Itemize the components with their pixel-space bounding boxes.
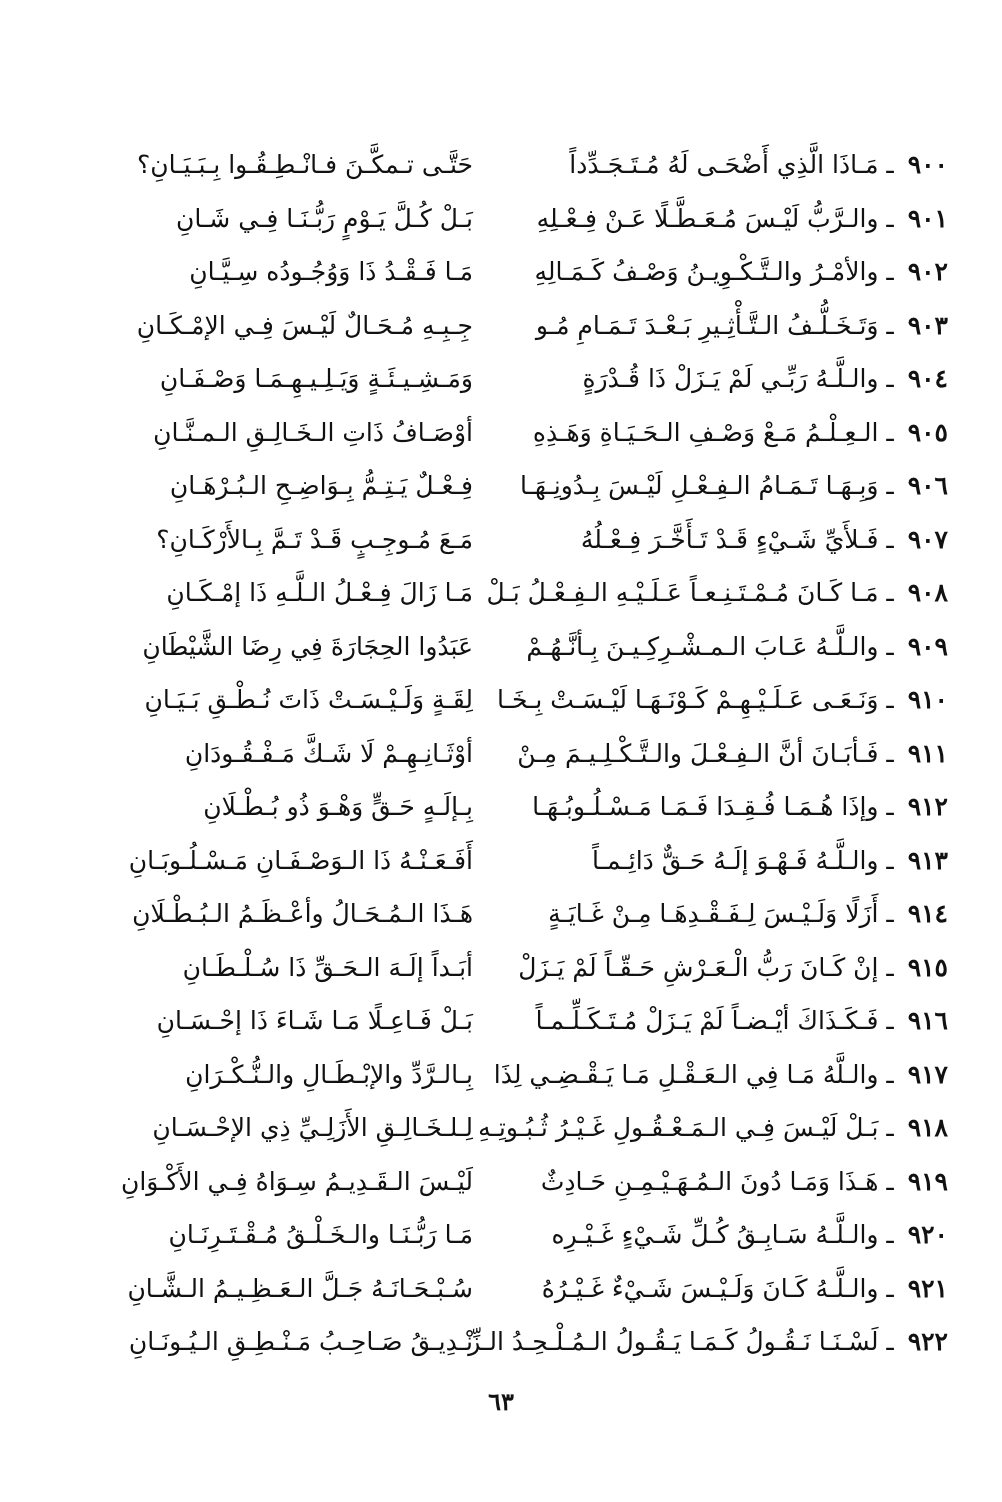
verse-second-hemistich: مَـا رَبُّـنَـا والـخَـلْـقُ مُـقْـتَـرِنَـانِ	[168, 1220, 473, 1250]
verse-second-hemistich: أوْصَـافُ ذَاتِ الـخَـالِـقِ الـمـنَّـانِ	[153, 417, 473, 447]
verse-first-hemistich	[513, 364, 948, 393]
verse-number: ٩١٤	[907, 899, 948, 929]
verse-number: ٩١٦	[907, 1006, 948, 1036]
verse-number: ٩١١	[907, 738, 948, 768]
verse-dash: ـ	[878, 899, 902, 929]
verse-row	[68, 780, 948, 834]
verse-number: ٩٠٦	[907, 471, 948, 501]
verse-first-hemistich	[513, 632, 948, 661]
verse-dash: ـ	[878, 738, 902, 768]
verse-second-hemistich: بِـالـرَّدِّ والإبْـطَـالِ والـنُّـكْـرَانِ	[185, 1059, 473, 1089]
verse-row	[68, 834, 948, 888]
verse-dash: ـ	[878, 524, 902, 554]
verse-second-hemistich: أبَـداً إلَـهَ الـحَـقِّ ذَا سُـلْـطَـانِ	[182, 952, 473, 982]
verse-first-text: لَسْـنَـا نَـقُـولُ كَـمَـا يَـقُـولُ الـمُـلْـحِـدُ الـزِّ	[468, 1327, 879, 1357]
verse-first-hemistich	[513, 204, 948, 233]
verse-first-hemistich	[486, 578, 948, 608]
verse-first-hemistich	[513, 1167, 948, 1196]
verse-first-text: والـلَّـهُ رَبِّـي لَمْ يَـزَلْ ذَا قُـدْرَةٍ	[582, 364, 879, 394]
verse-first-text: أَزَلًا وَلَـيْـسَ لِـفَـقْـدِهَـا مِـنْ غَـايَـةٍ	[548, 899, 879, 929]
verse-row	[68, 192, 948, 246]
verse-row	[68, 941, 948, 995]
verse-row	[68, 459, 948, 513]
verse-first-text: والـلَّـهُ سَـابِـقُ كُـلِّ شَـيْءٍ غَـيْـرِه	[551, 1220, 879, 1250]
verse-dash: ـ	[878, 685, 902, 715]
verse-dash: ـ	[878, 1273, 902, 1303]
verse-dash: ـ	[878, 845, 902, 875]
verse-row	[68, 299, 948, 353]
verse-second-hemistich: وَمَـشِـيـئَـةٍ وَيَـلِـيـهِـمَـا وَصْـفَـانِ	[159, 364, 473, 394]
verse-number: ٩٠٨	[907, 578, 948, 608]
verse-first-hemistich	[513, 899, 948, 928]
verse-first-hemistich	[513, 739, 948, 768]
verse-first-hemistich	[513, 1006, 948, 1035]
verse-dash: ـ	[878, 1113, 902, 1143]
verse-row	[68, 566, 948, 620]
verse-first-hemistich	[513, 792, 948, 821]
verse-first-text: وإذَا هُـمَـا فُـقِـدَا فَـمَـا مَـسْـلُـوبُـهَـا	[532, 792, 879, 822]
verse-second-hemistich: لَيْـسَ الـقَـدِيـمُ سِـوَاهُ فِـي الأَكْـوَانِ	[120, 1166, 473, 1196]
verse-row	[68, 994, 948, 1048]
verse-first-text: والـلَّهُ مَـا فِي الـعَـقْـلِ مَـا يَـقْـضِـي لِذَا	[493, 1059, 879, 1089]
verse-dash: ـ	[878, 417, 902, 447]
verse-first-text: إنْ كَـانَ رَبُّ الْـعَـرْشِ حَـقّـاً لَمْ يَـزَلْ	[518, 952, 879, 982]
verse-first-hemistich	[478, 1113, 948, 1143]
verse-number: ٩٠٤	[907, 364, 948, 394]
verse-dash: ـ	[878, 631, 902, 661]
verse-first-text: والـلَّـهُ عَـابَ الـمـشْـرِكِـيـنَ بِـأنَّـهُـمْ	[526, 631, 879, 661]
verse-second-hemistich: فِـعْـلٌ يَـتِـمُّ بِـوَاضِـحِ الـبُـرْهَـانِ	[169, 471, 473, 501]
verse-number: ٩٠٠	[907, 150, 948, 180]
verse-second-hemistich: مَـا زَالَ فِـعْـلُ الـلَّـهِ ذَا إمْـكَـانِ	[166, 578, 473, 608]
verse-row	[68, 1315, 948, 1369]
verse-first-text: هَـذَا وَمَـا دُونَ الـمُـهَـيْـمِـنِ حَـادِثٌ	[540, 1166, 879, 1196]
verse-row	[68, 138, 948, 192]
verse-second-hemistich: لِـلـخَـالِـقِ الأَزَلِـيِّ ذِي الإحْـسَـانِ	[152, 1113, 473, 1143]
verse-second-hemistich: بَـلْ فَـاعِـلًا مَـا شَـاءَ ذَا إحْـسَـانِ	[156, 1006, 473, 1036]
verse-first-hemistich	[513, 1220, 948, 1249]
verse-first-text: الـعِـلْـمُ مَـعْ وَصْـفِ الـحَـيَـاةِ وَهَـذِهِ	[532, 417, 879, 447]
verse-first-hemistich	[513, 953, 948, 982]
verse-row	[68, 245, 948, 299]
verse-second-hemistich: جِـبِـهِ مُـحَـالٌ لَيْـسَ فِـي الإمْـكَـانِ	[136, 310, 473, 340]
verse-number: ٩١٠	[907, 685, 948, 715]
verse-second-hemistich: هَـذَا الـمُـحَـالُ وأعْـظَـمُ الـبُـطْـلَانِ	[132, 899, 473, 929]
verse-row	[68, 1048, 948, 1102]
verse-number: ٩٠٩	[907, 631, 948, 661]
verse-first-hemistich	[468, 1327, 948, 1357]
page-number: ٦٣	[488, 1387, 514, 1416]
verse-first-hemistich	[513, 418, 948, 447]
verse-number: ٩٢١	[907, 1273, 948, 1303]
verse-dash: ـ	[878, 150, 902, 180]
verse-number: ٩٠١	[907, 203, 948, 233]
verse-dash: ـ	[878, 578, 902, 608]
verse-number: ٩٠٧	[907, 524, 948, 554]
verse-second-hemistich: مَـا فَـقْـدُ ذَا وَوُجُـودُه سِـيَّـانِ	[189, 257, 473, 287]
verse-first-hemistich	[513, 311, 948, 340]
verse-number: ٩٢٢	[907, 1327, 948, 1357]
verse-second-hemistich: سُـبْـحَـانَـهُ جَـلَّ الـعَـظِـيـمُ الـشَّـانِ	[127, 1273, 473, 1303]
verse-dash: ـ	[878, 1166, 902, 1196]
verse-number: ٩١٧	[907, 1059, 948, 1089]
verse-second-hemistich: بَـلْ كُـلَّ يَـوْمٍ رَبُّـنَـا فِـي شَـانِ	[176, 203, 473, 233]
verse-first-text: والـلَّـهُ كَـانَ وَلَـيْـسَ شَـيْءٌ غَـيْـرُهُ	[541, 1273, 879, 1303]
verse-row	[68, 727, 948, 781]
verse-first-hemistich	[513, 471, 948, 500]
verse-row	[68, 1101, 948, 1155]
verse-dash: ـ	[878, 1006, 902, 1036]
verse-first-hemistich	[513, 525, 948, 554]
poem-verses	[68, 138, 948, 1369]
verse-first-text: وَتَـخَـلُّـفُ الـتَّـأْثِـيرِ بَـعْـدَ تَـمَـامِ مُـو	[535, 310, 879, 340]
verse-first-text: بَـلْ لَيْـسَ فِـي الـمَـعْـقُـولِ غَـيْـرُ ثُـبُـوتِـهِ	[478, 1113, 879, 1143]
verse-number: ٩٠٥	[907, 417, 948, 447]
verse-first-text: وَبِـهَـا تَـمَـامُ الـفِـعْـلِ لَيْـسَ بِـدُونِـهَـا	[519, 471, 879, 501]
verse-row	[68, 1208, 948, 1262]
verse-first-hemistich	[513, 1274, 948, 1303]
verse-first-text: وَنَـعَـى عَـلَـيْـهِـمْ كَـوْنَـهَـا لَيْـسَـتْ بِـخَـا	[497, 685, 879, 715]
verse-first-hemistich	[513, 257, 948, 286]
verse-number: ٩١٩	[907, 1166, 948, 1196]
verse-first-text: مَـاذَا الَّذِي أَضْحَـى لَهُ مُـتَـجَـدِّداً	[569, 150, 879, 180]
verse-number: ٩١٢	[907, 792, 948, 822]
verse-first-hemistich	[493, 1059, 948, 1089]
verse-number: ٩٠٢	[907, 257, 948, 287]
verse-row	[68, 513, 948, 567]
verse-row	[68, 406, 948, 460]
verse-first-text: والأمْـرُ والـتَّـكْـوِيـنُ وَصْـفُ كَـمَـالِهِ	[534, 257, 879, 287]
verse-second-hemistich: لِقَـةٍ وَلَـيْـسَـتْ ذَاتَ نُـطْـقِ بَـيَـانِ	[144, 685, 473, 715]
verse-dash: ـ	[878, 1059, 902, 1089]
verse-row	[68, 887, 948, 941]
verse-dash: ـ	[878, 471, 902, 501]
verse-second-hemistich: نْـدِيـقُ صَـاحِـبُ مَـنْـطِـقِ الـيُـونَـانِ	[128, 1327, 473, 1357]
verse-second-hemistich: أوْثَـانِـهِـمْ لَا شَـكَّ مَـفْـقُـودَانِ	[184, 738, 473, 768]
verse-second-hemistich: عَبَدُوا الحِجَارَةَ فِي رِضَا الشَّيْطَانِ	[142, 631, 473, 661]
verse-second-hemistich: حَتَّـى تـمكَّـنَ فـانْـطِـقُـوا بِـبَـيَـانِ؟	[137, 150, 473, 180]
verse-first-hemistich	[513, 846, 948, 875]
verse-row	[68, 1262, 948, 1316]
verse-dash: ـ	[878, 310, 902, 340]
verse-second-hemistich: بِـإلَـهٍ حَـقٍّ وَهْـوَ ذُو بُـطْـلَانِ	[203, 792, 473, 822]
verse-dash: ـ	[878, 364, 902, 394]
verse-row	[68, 620, 948, 674]
verse-number: ٩١٣	[907, 845, 948, 875]
verse-number: ٩١٥	[907, 952, 948, 982]
verse-row	[68, 1155, 948, 1209]
verse-first-hemistich	[513, 150, 948, 179]
verse-dash: ـ	[878, 1220, 902, 1250]
verse-number: ٩٢٠	[907, 1220, 948, 1250]
verse-dash: ـ	[878, 1327, 902, 1357]
verse-first-text: فَـأبَـانَ أنَّ الـفِـعْـلَ والـتَّـكْـلِـيـمَ مِـنْ	[517, 738, 879, 768]
verse-dash: ـ	[878, 203, 902, 233]
verse-row	[68, 352, 948, 406]
verse-dash: ـ	[878, 257, 902, 287]
verse-second-hemistich: أَفَـعَـنْـهُ ذَا الـوَصْـفَـانِ مَـسْـلُـوبَـانِ	[128, 845, 473, 875]
verse-dash: ـ	[878, 952, 902, 982]
verse-dash: ـ	[878, 792, 902, 822]
verse-first-text: فَـكَـذَاكَ أيْـضـاً لَمْ يَـزَلْ مُـتَـكَـلِّـمـاً	[535, 1006, 879, 1036]
verse-first-text: والـلَّـهُ فَـهْـوَ إلَـهُ حَـقٌّ دَائِـمـاً	[592, 845, 879, 875]
verse-number: ٩٠٣	[907, 310, 948, 340]
verse-first-text: والـرَّبُّ لَيْـسَ مُـعَـطَّـلًا عَـنْ فِـعْـلِهِ	[536, 203, 879, 233]
verse-row	[68, 673, 948, 727]
verse-second-hemistich: مَـعَ مُـوجِـبٍ قَـدْ تَـمَّ بِـالأَرْكَـانِ؟	[156, 524, 473, 554]
verse-first-hemistich	[497, 685, 948, 715]
verse-number: ٩١٨	[907, 1113, 948, 1143]
verse-first-text: فَـلأَيِّ شَـيْءٍ قَـدْ تَـأَخَّـرَ فِـعْـلُهُ	[580, 524, 879, 554]
verse-first-text: مَـا كَـانَ مُـمْـتَـنِـعـاً عَـلَـيْـهِ الـفِـعْـلُ بَـلْ	[486, 578, 879, 608]
